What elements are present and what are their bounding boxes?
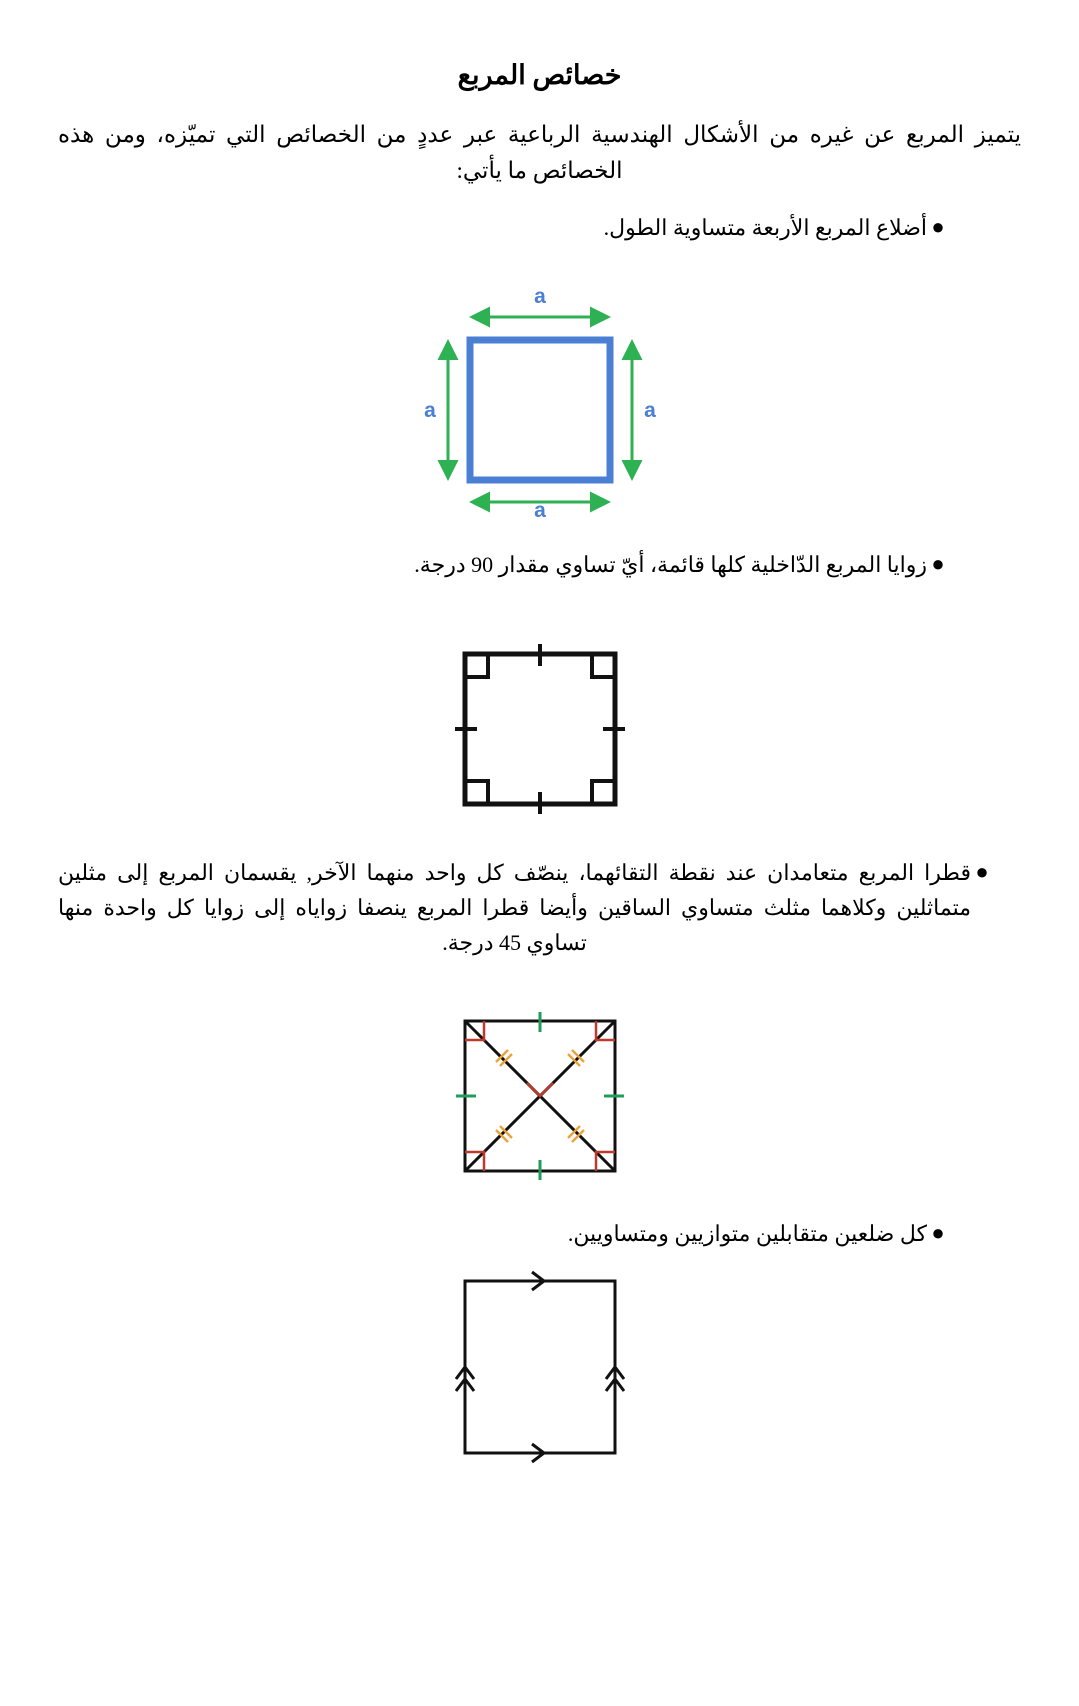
- figure-parallel-sides: [0, 1269, 1079, 1469]
- document-page: [0, 60, 1079, 1706]
- figure-diagonals: [0, 1006, 1079, 1186]
- property-text-equal-sides: أضلاع المربع الأربعة متساوية الطول.: [603, 215, 927, 241]
- page-title: خصائص المربع: [457, 60, 622, 90]
- list-item: [58, 210, 949, 245]
- square-outline: [465, 1281, 615, 1453]
- label-right-a: a: [643, 399, 656, 423]
- blue-square-outline: [470, 340, 610, 480]
- intro-paragraph: يتميز المربع عن غيره من الأشكال الهندسية الرباعية عبر عددٍ من الخصائص التي تميّزه، ومن هذه الخصائص ما يأتي:: [58, 122, 1021, 183]
- bullet-marker: ●: [975, 858, 989, 884]
- label-top-a: a: [533, 287, 546, 309]
- property-text-diagonals: قطرا المربع متعامدان عند نقطة التقائهما، ينصّف كل واحد منهما الآخر, يقسمان المربع إلى مثلين متماثلين وكلاهما مثلث متساوي الساقين وأيضا قطرا المربع ينصفا زواياه إلى زوايا كل واحدة منها تساوي 45 درجة.: [58, 859, 971, 956]
- square-diagonals-svg: [445, 1006, 635, 1186]
- figure-side-lengths: [0, 287, 1079, 517]
- list-item: [58, 1216, 949, 1251]
- bullet-marker: ●: [931, 214, 945, 240]
- list-item: [58, 855, 993, 961]
- property-text-parallel-sides: كل ضلعين متقابلين متوازيين ومتساويين.: [567, 1221, 927, 1247]
- corner-mark-bottom-right: [592, 781, 615, 804]
- corner-mark-top-right: [592, 654, 615, 677]
- square-side-labels-svg: [400, 287, 680, 517]
- label-bottom-a: a: [533, 499, 546, 518]
- square-parallel-svg: [440, 1269, 640, 1469]
- bullet-marker: ●: [931, 551, 945, 577]
- figure-right-angles: [0, 639, 1079, 819]
- square-right-angles-svg: [440, 639, 640, 819]
- corner-mark-bottom-left: [465, 781, 488, 804]
- property-text-right-angles: زوايا المربع الدّاخلية كلها قائمة، أيّ تساوي مقدار 90 درجة.: [414, 552, 927, 578]
- list-item: [58, 547, 949, 582]
- corner-mark-top-left: [465, 654, 488, 677]
- bullet-marker: ●: [931, 1220, 945, 1246]
- label-left-a: a: [423, 399, 436, 423]
